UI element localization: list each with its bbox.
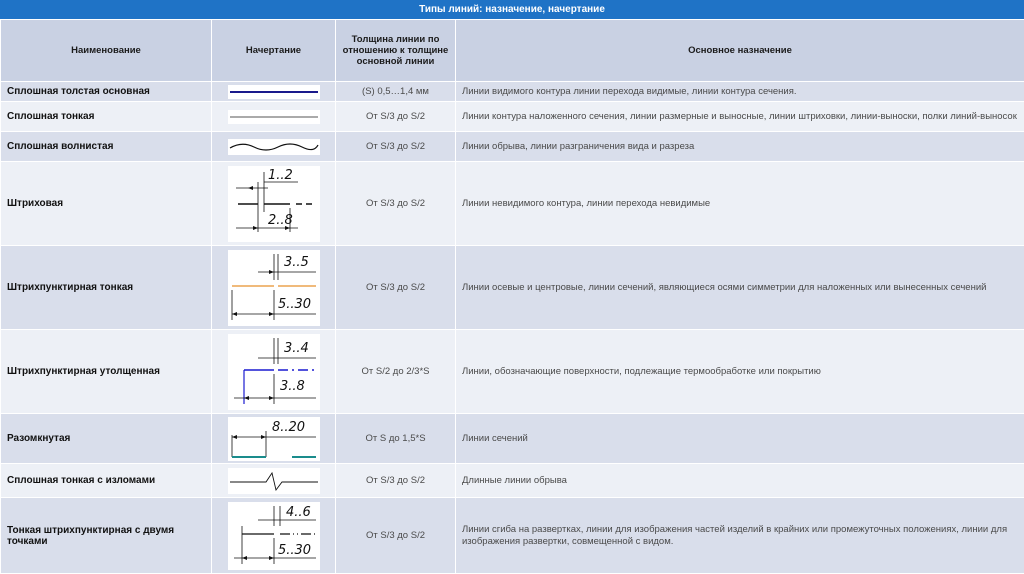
line-types-table	[0, 19, 1024, 574]
table-row	[1, 246, 1024, 330]
header-purpose: Основное назначение	[456, 20, 1024, 82]
row-thickness: От S/3 до S/2	[336, 102, 456, 132]
dim-label: 3..5	[283, 254, 309, 270]
line-sample-solid-thick	[212, 82, 336, 102]
table-row	[1, 498, 1024, 574]
line-sample-solid-thin	[212, 102, 336, 132]
dim-label: 1..2	[267, 167, 293, 183]
dashed-line-diagram	[228, 166, 320, 242]
row-purpose: Длинные линии обрыва	[456, 464, 1024, 498]
dim-label: 5..30	[277, 542, 311, 558]
zigzag-line	[228, 468, 320, 494]
row-name: Сплошная волнистая	[1, 132, 212, 162]
dim-label: 4..6	[285, 504, 311, 520]
dim-label: 5..30	[277, 296, 311, 312]
table-row	[1, 82, 1024, 102]
row-purpose: Линии обрыва, линии разграничения вида и разреза	[456, 132, 1024, 162]
table-row	[1, 132, 1024, 162]
row-thickness: От S/3 до S/2	[336, 498, 456, 574]
line-sample-wavy	[212, 132, 336, 162]
row-purpose: Линии сгиба на развертках, линии для изображения частей изделий в крайних или промежуточных положениях, линии для изображения развертки, совмещенной с видом.	[456, 498, 1024, 574]
row-name: Сплошная тонкая	[1, 102, 212, 132]
row-purpose: Линии осевые и центровые, линии сечений, являющиеся осями симметрии для наложенных или вынесенных сечений	[456, 246, 1024, 330]
line-sample-zigzag	[212, 464, 336, 498]
solid-thick-line	[228, 85, 320, 99]
row-purpose: Линии контура наложенного сечения, линии размерные и выносные, линии штриховки, линии-выноски, полки линий-выносок	[456, 102, 1024, 132]
thick-dash-dot-line-diagram	[228, 334, 320, 410]
row-name: Штрихпунктирная утолщенная	[1, 330, 212, 414]
row-name: Штрихпунктирная тонкая	[1, 246, 212, 330]
table-row	[1, 102, 1024, 132]
wavy-line	[228, 139, 320, 155]
dim-label: 3..4	[283, 340, 309, 356]
row-thickness: От S/2 до 2/3*S	[336, 330, 456, 414]
row-thickness: От S/3 до S/2	[336, 246, 456, 330]
line-sample-dashed	[212, 162, 336, 246]
row-thickness: От S до 1,5*S	[336, 414, 456, 464]
line-sample-dash-dot	[212, 246, 336, 330]
line-sample-open	[212, 414, 336, 464]
row-thickness: (S) 0,5…1,4 мм	[336, 82, 456, 102]
row-thickness: От S/3 до S/2	[336, 464, 456, 498]
header-name: Наименование	[1, 20, 212, 82]
line-sample-dash-two-dots	[212, 498, 336, 574]
row-thickness: От S/3 до S/2	[336, 162, 456, 246]
dim-label: 8..20	[271, 419, 305, 435]
row-name: Тонкая штрихпунктирная с двумя точками	[1, 498, 212, 574]
row-name: Разомкнутая	[1, 414, 212, 464]
header-thickness: Толщина линии по отношению к толщине основной линии	[336, 20, 456, 82]
row-purpose: Линии, обозначающие поверхности, подлежащие термообработке или покрытию	[456, 330, 1024, 414]
table-row	[1, 464, 1024, 498]
solid-thin-line	[228, 110, 320, 124]
row-purpose: Линии невидимого контура, линии перехода невидимые	[456, 162, 1024, 246]
table-row	[1, 330, 1024, 414]
line-sample-thick-dash-dot	[212, 330, 336, 414]
row-name: Сплошная тонкая с изломами	[1, 464, 212, 498]
header-drawing: Начертание	[212, 20, 336, 82]
slide-title: Типы линий: назначение, начертание	[0, 0, 1024, 19]
table-row	[1, 414, 1024, 464]
row-name: Штриховая	[1, 162, 212, 246]
open-line-diagram	[228, 417, 320, 461]
row-thickness: От S/3 до S/2	[336, 132, 456, 162]
header-row	[1, 20, 1024, 82]
dash-two-dots-diagram	[228, 502, 320, 570]
dash-dot-line-diagram	[228, 250, 320, 326]
dim-label: 2..8	[267, 212, 293, 228]
row-purpose: Линии сечений	[456, 414, 1024, 464]
row-name: Сплошная толстая основная	[1, 82, 212, 102]
row-purpose: Линии видимого контура линии перехода видимые, линии контура сечения.	[456, 82, 1024, 102]
dim-label: 3..8	[279, 378, 305, 394]
table-row	[1, 162, 1024, 246]
